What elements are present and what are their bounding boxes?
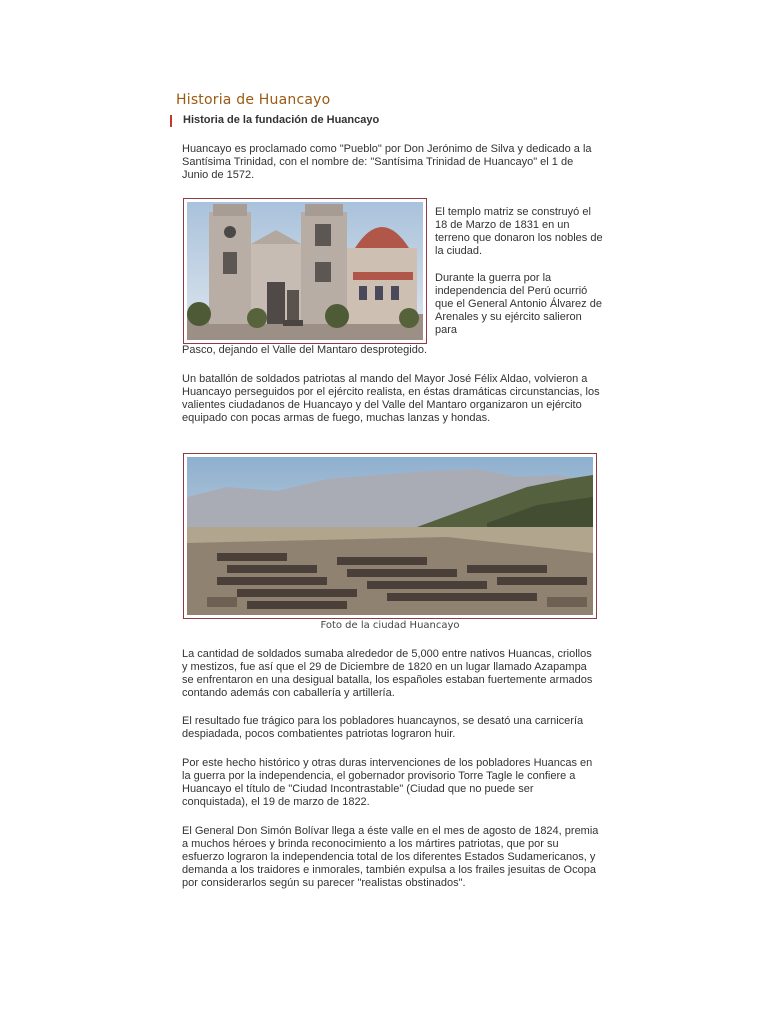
- city-image: [187, 457, 593, 615]
- title-granted-paragraph: Por este hecho histórico y otras duras intervenciones de los pobladores Huancas en la guerra por la independencia, el gobernador provisorio Torre Tagle le confiere a Huancayo el título de "Ciudad Incontrastable" (Ciudad que no puede ser conquistada), el 19 de marzo de 1822.: [182, 757, 593, 808]
- page-title: Historia de Huancayo: [176, 92, 331, 108]
- result-paragraph: El resultado fue trágico para los pobladores huancaynos, se desató una carnicería despiadada, pocos combatientes patriotas lograron huir.: [182, 715, 584, 740]
- subtitle-accent-bar: [170, 115, 172, 127]
- soldiers-paragraph: La cantidad de soldados sumaba alrededor de 5,000 entre nativos Huancas, criollos y mestizos, fue así que el 29 de Diciembre de 1820 en un lugar llamado Azapampa se enfrentaron en una desigual batalla, los españoles estaban fuertemente armados contando además con caballería y artillería.: [182, 648, 593, 699]
- cathedral-photo: [183, 198, 427, 344]
- bolivar-paragraph: El General Don Simón Bolívar llega a éste valle en el mes de agosto de 1824, premia a muchos héroes y brinda reconocimiento a los mártires patriotas, que por su esfuerzo lograron la independencia total de los diferentes Estados Sudamericanos, y demanda a los traidores e inmorales, también expulsa a los frailes jesuitas de Ocopa por considerarlos según su parecer "realistas obstinados".: [182, 825, 599, 889]
- page-subtitle: Historia de la fundación de Huancayo: [183, 114, 380, 126]
- intro-paragraph: Huancayo es proclamado como "Pueblo" por Don Jerónimo de Silva y dedicado a la Santísima Trinidad, con el nombre de: "Santísima Trinidad de Huancayo" el 1 de Junio de 1572.: [182, 143, 592, 181]
- city-photo: [183, 453, 597, 619]
- pasco-paragraph: Pasco, dejando el Valle del Mantaro desprotegido.: [182, 344, 428, 356]
- city-photo-caption: Foto de la ciudad Huancayo: [320, 620, 460, 631]
- cathedral-image: [187, 202, 423, 340]
- battalion-paragraph: Un batallón de soldados patriotas al mando del Mayor José Félix Aldao, volvieron a Huancayo perseguidos por el ejército realista, en éstas dramáticas circunstancias, los valientes ciudadanos de Huancayo y del Valle del Mantaro organizaron un ejército equipado con pocas armas de fuego, muchas lanzas y hondas.: [182, 373, 600, 424]
- temple-paragraph: El templo matriz se construyó el 18 de Marzo de 1831 en un terreno que donaron los nobles de la ciudad.: [435, 206, 603, 257]
- war-paragraph: Durante la guerra por la independencia del Perú ocurrió que el General Antonio Álvarez de Arenales y su ejército salieron para: [435, 272, 602, 336]
